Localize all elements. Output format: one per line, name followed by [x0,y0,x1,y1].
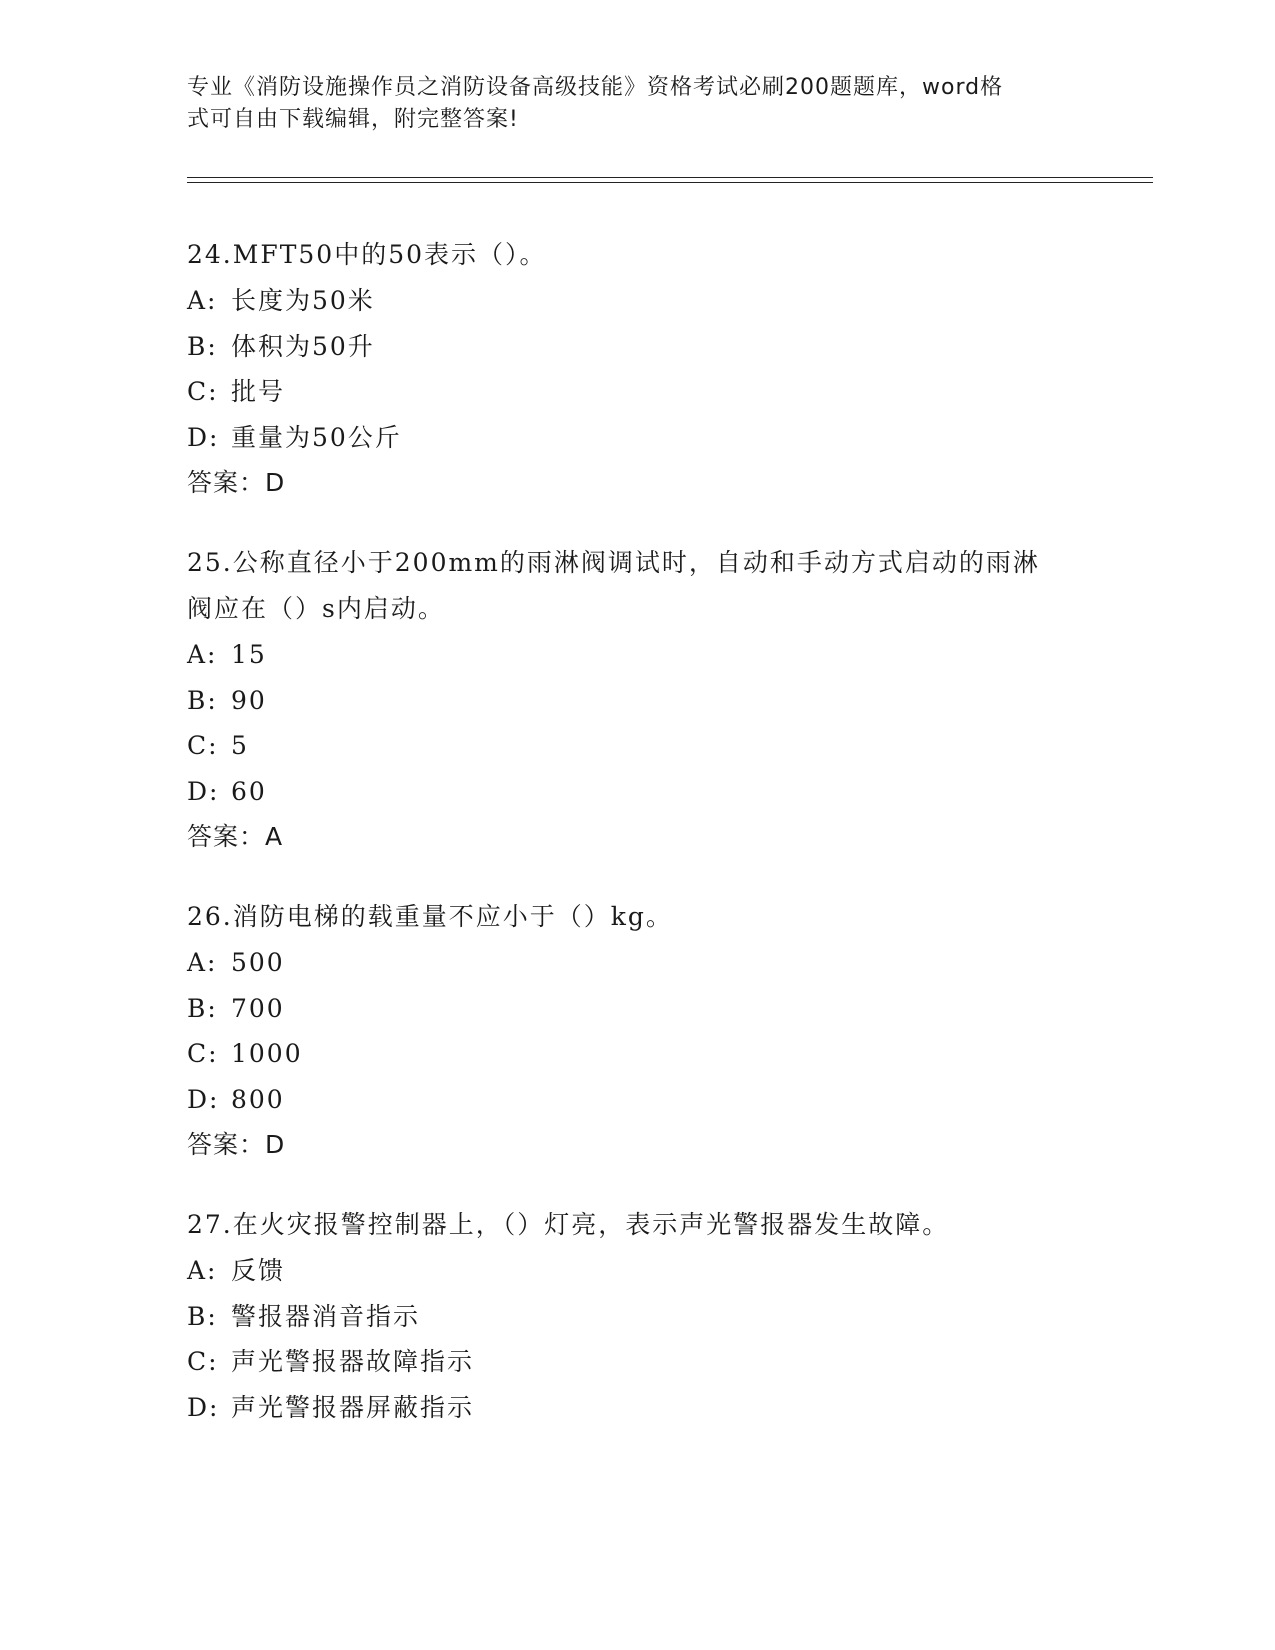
option-label: B: [187,1301,218,1331]
header-rule-bottom [187,182,1153,183]
option-d [187,1077,1147,1123]
option-text: 5 [231,731,249,760]
option-text: 批号 [231,377,286,406]
option-label: B: [187,993,218,1023]
option-a [187,940,1147,986]
option-text: 15 [231,640,267,669]
header-line-2: 式可自由下载编辑，附完整答案! [187,107,519,132]
option-text: 90 [231,685,267,715]
option-d [187,1385,1147,1431]
option-label: C: [187,731,219,760]
option-text: 体积为50升 [231,331,375,361]
question-24 [187,232,1147,506]
option-label: A: [187,948,218,977]
question-26 [187,894,1147,1168]
question-text: 24.MFT50中的50表示（）。 [187,240,547,269]
option-c [187,723,1147,769]
option-text: 60 [231,776,267,806]
option-label: D: [187,422,220,452]
document-header [187,72,1087,136]
option-label: B: [187,685,218,715]
option-text: 700 [231,993,285,1023]
question-text: 26.消防电梯的载重量不应小于（）kg。 [187,902,673,931]
option-label: C: [187,377,219,406]
option-a [187,1248,1147,1294]
option-c [187,1031,1147,1077]
question-text: 27.在火灾报警控制器上，（）灯亮，表示声光警报器发生故障。 [187,1210,950,1239]
option-c [187,1339,1147,1385]
question-list [187,232,1147,1464]
option-text: 800 [231,1084,285,1114]
option-label: C: [187,1039,219,1068]
option-label: D: [187,1084,220,1114]
answer-line: 答案：D [187,1130,286,1159]
option-label: D: [187,776,220,806]
option-b [187,1294,1147,1340]
option-text: 长度为50米 [231,286,375,315]
header-line-1: 专业《消防设施操作员之消防设备高级技能》资格考试必刷200题题库，word格 [187,75,1004,100]
question-27 [187,1202,1147,1430]
option-a [187,632,1147,678]
option-b [187,986,1147,1032]
option-b [187,678,1147,724]
option-text: 重量为50公斤 [231,422,402,452]
option-a [187,278,1147,324]
option-label: A: [187,1256,218,1285]
option-d [187,769,1147,815]
option-text: 500 [231,948,285,977]
option-d [187,415,1147,461]
option-label: A: [187,286,218,315]
option-text: 反馈 [231,1256,286,1285]
option-text: 声光警报器故障指示 [231,1347,475,1376]
answer-line: 答案：D [187,468,286,497]
option-label: A: [187,640,218,669]
question-25 [187,540,1147,860]
option-label: B: [187,331,218,361]
answer-line: 答案：A [187,822,284,851]
question-text-continued: 阀应在（）s内启动。 [187,594,445,623]
option-label: C: [187,1347,219,1376]
question-text: 25.公称直径小于200mm的雨淋阀调试时，自动和手动方式启动的雨淋 [187,548,1040,577]
option-b [187,324,1147,370]
option-text: 声光警报器屏蔽指示 [231,1392,475,1422]
option-label: D: [187,1392,220,1422]
header-rule-top [187,177,1153,178]
option-c [187,369,1147,415]
option-text: 1000 [231,1039,303,1068]
option-text: 警报器消音指示 [231,1301,421,1331]
